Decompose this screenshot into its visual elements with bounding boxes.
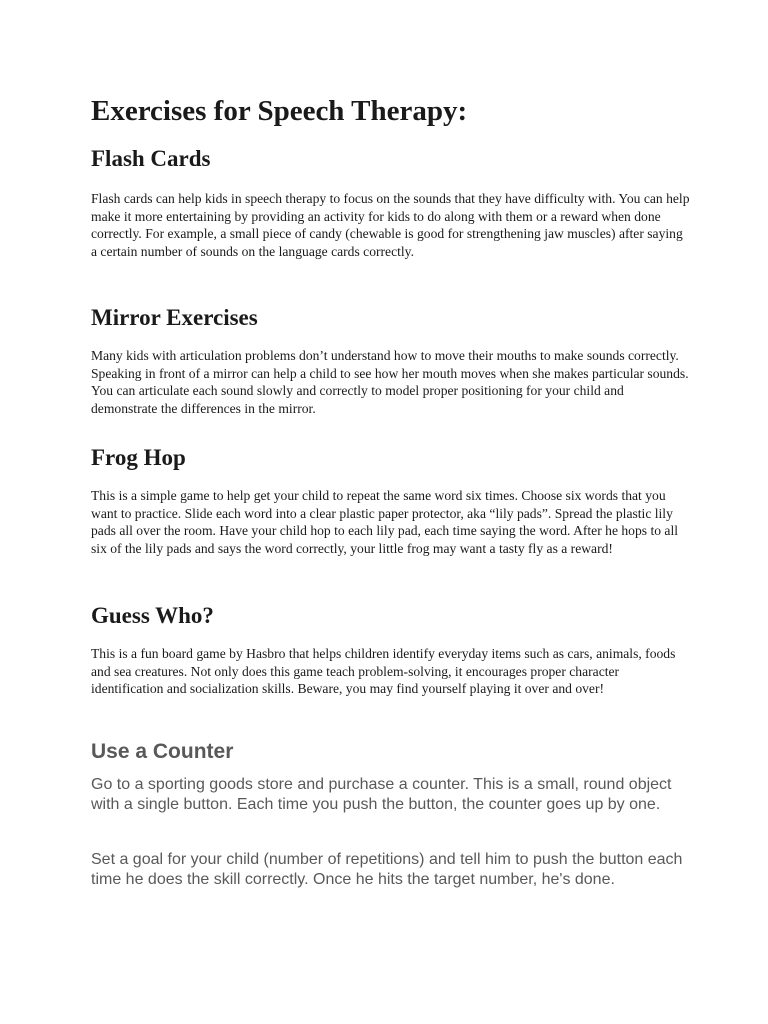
paragraph-mirror-exercises: Many kids with articulation problems don’t understand how to move their mouths to make sounds correctly. Speaking in front of a mirror can help a child to see how her mouth moves when she makes particular sounds. You can articulate each sound slowly and correctly to model proper positioning for your child and demonstrate the differences in the mirror. xyxy=(91,348,689,416)
heading-flash-cards: Flash Cards xyxy=(91,146,211,171)
heading-use-a-counter: Use a Counter xyxy=(91,740,234,763)
page-title: Exercises for Speech Therapy: xyxy=(91,95,468,127)
paragraph-frog-hop: This is a simple game to help get your child to repeat the same word six times. Choose six words that you want to practice. Slide each word into a clear plastic paper protector, aka “lily pads”. Spread the plastic lily pads all over the room. Have your child hop to each lily pad, each time saying the word. After he hops to all six of the lily pads and says the word correctly, your little frog may want a tasty fly as a reward! xyxy=(91,488,679,556)
paragraph-counter-goal: Set a goal for your child (number of repetitions) and tell him to push the button each time he does the skill correctly. Once he hits the target number, he's done. xyxy=(91,851,683,888)
paragraph-counter-purchase: Go to a sporting goods store and purchase a counter. This is a small, round object with a single button. Each time you push the button, the counter goes up by one. xyxy=(91,776,672,813)
paragraph-flash-cards: Flash cards can help kids in speech therapy to focus on the sounds that they have difficulty with. You can help make it more entertaining by providing an activity for kids to do along with them or a reward when done correctly. For example, a small piece of candy (chewable is good for strengthening jaw muscles) after saying a certain number of sounds on the language cards correctly. xyxy=(91,191,690,259)
heading-guess-who: Guess Who? xyxy=(91,603,214,628)
paragraph-guess-who: This is a fun board game by Hasbro that helps children identify everyday items such as cars, animals, foods and sea creatures. Not only does this game teach problem-solving, it encourages proper character identification and socialization skills. Beware, you may find yourself playing it over and over! xyxy=(91,646,676,697)
heading-frog-hop: Frog Hop xyxy=(91,445,186,470)
heading-mirror-exercises: Mirror Exercises xyxy=(91,305,258,330)
